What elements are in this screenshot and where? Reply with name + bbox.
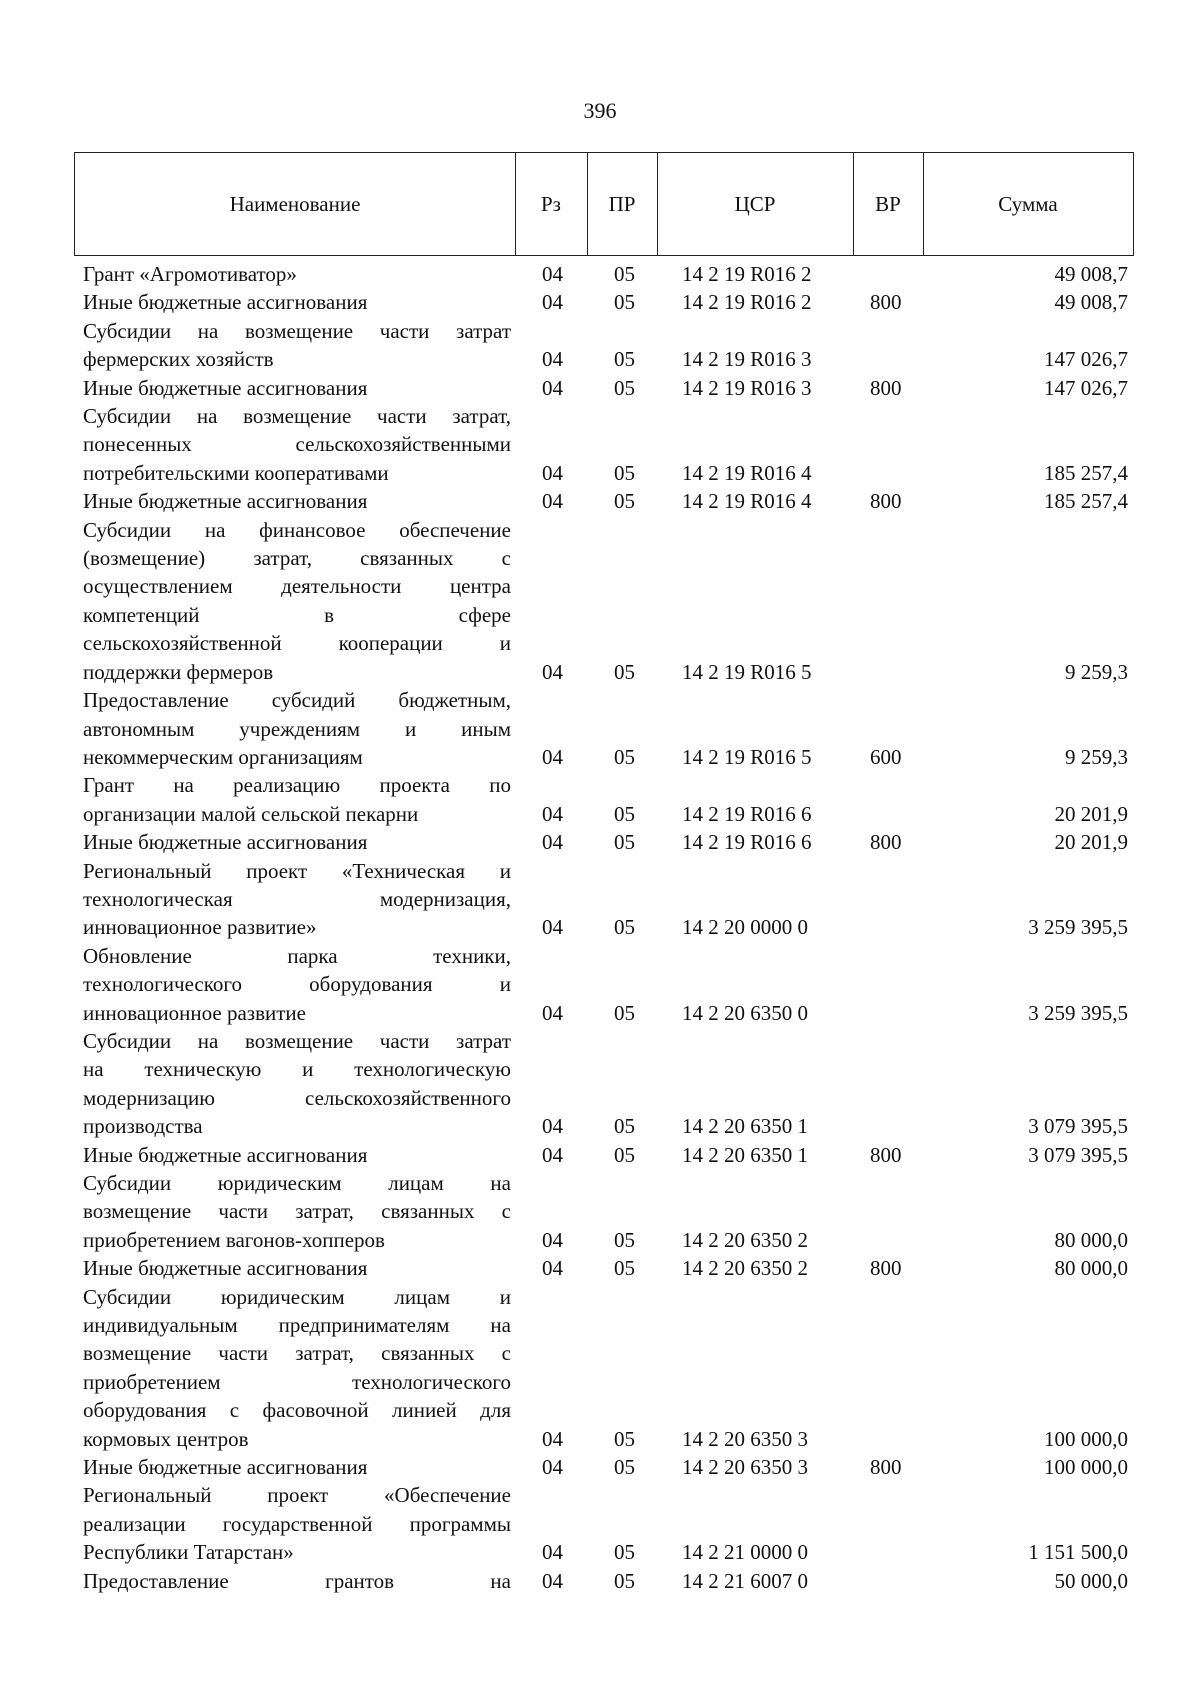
row-name-line: реализации государственной программы [83, 1511, 511, 1536]
row-pr: 05 [614, 1256, 635, 1281]
row-rz: 04 [542, 1540, 563, 1565]
row-sum: 3 079 395,5 [1028, 1142, 1128, 1167]
row-sum: 80 000,0 [1054, 1256, 1128, 1281]
row-name [83, 942, 511, 1027]
row-csr: 14 2 19 R016 4 [682, 489, 812, 514]
table-row [0, 1481, 1200, 1566]
row-name [83, 288, 511, 316]
header-csr: ЦСР [734, 191, 776, 216]
row-sum: 1 151 500,0 [1028, 1540, 1128, 1565]
row-name-line: организации малой сельской пекарни [83, 801, 419, 826]
table-row [0, 1453, 1200, 1481]
row-name [83, 1567, 511, 1595]
row-sum: 9 259,3 [1065, 659, 1128, 684]
row-name [83, 771, 511, 828]
row-name-line: Иные бюджетные ассигнования [83, 1256, 368, 1281]
row-csr: 14 2 20 6350 3 [682, 1455, 808, 1480]
row-rz: 04 [542, 1455, 563, 1480]
row-csr: 14 2 20 6350 1 [682, 1114, 808, 1139]
row-name-line: Иные бюджетные ассигнования [83, 1455, 368, 1480]
row-name-line: Иные бюджетные ассигнования [83, 1142, 368, 1167]
row-name-line: Предоставление грантов на [83, 1568, 511, 1593]
row-pr: 05 [614, 1455, 635, 1480]
row-pr: 05 [614, 1000, 635, 1025]
row-pr: 05 [614, 1540, 635, 1565]
row-name-line: инновационное развитие [83, 1000, 306, 1025]
row-name-line: Иные бюджетные ассигнования [83, 489, 368, 514]
row-name-line: потребительскими кооперативами [83, 460, 389, 485]
row-name-line: Субсидии юридическим лицам на [83, 1171, 511, 1195]
row-name-line: Иные бюджетные ассигнования [83, 830, 368, 855]
table-body [0, 260, 1200, 1595]
row-sum: 3 079 395,5 [1028, 1114, 1128, 1139]
row-csr: 14 2 20 6350 0 [682, 1000, 808, 1025]
row-name-line: Иные бюджетные ассигнования [83, 375, 368, 400]
row-name-line: оборудования с фасовочной линией для [83, 1398, 511, 1423]
row-name [83, 374, 511, 402]
row-vr: 800 [870, 1142, 902, 1167]
row-pr: 05 [614, 290, 635, 315]
row-name-line: инновационное развитие» [83, 915, 317, 940]
row-csr: 14 2 20 6350 2 [682, 1256, 808, 1281]
row-rz: 04 [542, 744, 563, 769]
row-name-line: возмещение части затрат, связанных с [83, 1341, 511, 1366]
row-sum: 3 259 395,5 [1028, 915, 1128, 940]
row-sum: 185 257,4 [1044, 460, 1128, 485]
row-csr: 14 2 19 R016 6 [682, 830, 812, 855]
row-vr: 800 [870, 489, 902, 514]
row-name [83, 317, 511, 374]
row-name [83, 1027, 511, 1141]
row-sum: 147 026,7 [1044, 375, 1128, 400]
row-pr: 05 [614, 375, 635, 400]
row-csr: 14 2 21 6007 0 [682, 1568, 808, 1593]
row-pr: 05 [614, 347, 635, 372]
row-name [83, 1254, 511, 1282]
table-row [0, 374, 1200, 402]
row-name [83, 686, 511, 771]
header-pr: ПР [608, 191, 636, 216]
row-name-line: Региональный проект «Обеспечение [83, 1483, 511, 1508]
row-rz: 04 [542, 1426, 563, 1451]
table-row [0, 1254, 1200, 1282]
table-row [0, 487, 1200, 515]
row-csr: 14 2 19 R016 5 [682, 659, 812, 684]
row-sum: 20 201,9 [1054, 801, 1128, 826]
row-name-line: компетенций в сфере [83, 602, 511, 627]
row-name [83, 1481, 511, 1566]
row-name-line: Региональный проект «Техническая и [83, 858, 511, 883]
row-name-line: (возмещение) затрат, связанных с [83, 546, 511, 571]
row-name-line: кормовых центров [83, 1426, 249, 1451]
row-sum: 20 201,9 [1054, 830, 1128, 855]
row-pr: 05 [614, 915, 635, 940]
row-name-line: модернизацию сельскохозяйственного [83, 1085, 511, 1110]
row-sum: 3 259 395,5 [1028, 1000, 1128, 1025]
row-name-line: поддержки фермеров [83, 659, 274, 684]
table-header [74, 152, 1134, 256]
row-name [83, 828, 511, 856]
row-sum: 49 008,7 [1054, 262, 1128, 286]
row-vr: 600 [870, 744, 902, 769]
row-name-line: производства [83, 1114, 203, 1139]
row-name-line: Субсидии юридическим лицам и [83, 1284, 511, 1309]
row-name-line: Субсидии на возмещение части затрат, [83, 404, 511, 429]
row-pr: 05 [614, 744, 635, 769]
table-row [0, 857, 1200, 942]
row-pr: 05 [614, 460, 635, 485]
table-row [0, 1141, 1200, 1169]
row-name [83, 857, 511, 942]
row-rz: 04 [542, 915, 563, 940]
row-rz: 04 [542, 801, 563, 826]
header-name: Наименование [229, 191, 361, 216]
table-row [0, 516, 1200, 686]
header-vr: ВР [875, 191, 901, 216]
row-name-line: некоммерческим организациям [83, 744, 363, 769]
row-sum: 50 000,0 [1054, 1568, 1128, 1593]
row-csr: 14 2 19 R016 3 [682, 347, 812, 372]
row-name-line: фермерских хозяйств [83, 347, 274, 372]
row-rz: 04 [542, 1142, 563, 1167]
table-row [0, 1027, 1200, 1141]
row-name [83, 1453, 511, 1481]
row-csr: 14 2 19 R016 3 [682, 375, 812, 400]
row-name-line: Грант на реализацию проекта по [83, 773, 511, 798]
row-pr: 05 [614, 1227, 635, 1252]
row-pr: 05 [614, 1426, 635, 1451]
row-pr: 05 [614, 1114, 635, 1139]
row-name-line: технологического оборудования и [83, 972, 511, 997]
row-rz: 04 [542, 262, 563, 286]
row-sum: 80 000,0 [1054, 1227, 1128, 1252]
row-pr: 05 [614, 1142, 635, 1167]
table-row [0, 288, 1200, 316]
row-rz: 04 [542, 1000, 563, 1025]
table-row [0, 1567, 1200, 1595]
row-vr: 800 [870, 1455, 902, 1480]
row-sum: 185 257,4 [1044, 489, 1128, 514]
row-name [83, 516, 511, 686]
row-csr: 14 2 19 R016 4 [682, 460, 812, 485]
header-rz: Рз [541, 191, 561, 216]
row-rz: 04 [542, 659, 563, 684]
row-name [83, 487, 511, 515]
table-row [0, 1283, 1200, 1453]
row-name-line: Грант «Агромотиватор» [83, 262, 297, 286]
row-name-line: технологическая модернизация, [83, 886, 511, 911]
row-csr: 14 2 20 0000 0 [682, 915, 808, 940]
row-sum: 49 008,7 [1054, 290, 1128, 315]
row-name-line: понесенных сельскохозяйственными [83, 432, 511, 457]
row-rz: 04 [542, 1114, 563, 1139]
row-rz: 04 [542, 1568, 563, 1593]
table-row [0, 771, 1200, 828]
page-number: 396 [583, 98, 617, 123]
row-name-line: Субсидии на финансовое обеспечение [83, 517, 511, 542]
row-name-line: Обновление парка техники, [83, 943, 511, 968]
row-vr: 800 [870, 830, 902, 855]
row-sum: 100 000,0 [1044, 1426, 1128, 1451]
row-sum: 9 259,3 [1065, 744, 1128, 769]
row-pr: 05 [614, 659, 635, 684]
row-name-line: автономным учреждениям и иным [83, 716, 511, 741]
row-csr: 14 2 19 R016 5 [682, 744, 812, 769]
row-vr: 800 [870, 1256, 902, 1281]
row-pr: 05 [614, 489, 635, 514]
row-csr: 14 2 20 6350 2 [682, 1227, 808, 1252]
row-name-line: возмещение части затрат, связанных с [83, 1199, 511, 1224]
row-vr: 800 [870, 290, 902, 315]
row-csr: 14 2 20 6350 3 [682, 1426, 808, 1451]
row-csr: 14 2 19 R016 2 [682, 290, 812, 315]
row-rz: 04 [542, 830, 563, 855]
row-rz: 04 [542, 1256, 563, 1281]
row-rz: 04 [542, 489, 563, 514]
row-name-line: Предоставление субсидий бюджетным, [83, 688, 511, 713]
row-name-line: Республики Татарстан» [83, 1540, 294, 1565]
row-rz: 04 [542, 1227, 563, 1252]
row-name-line: на техническую и технологическую [83, 1057, 511, 1082]
table-row [0, 686, 1200, 771]
table-row [0, 402, 1200, 487]
row-name-line: Субсидии на возмещение части затрат [83, 1028, 511, 1053]
row-vr: 800 [870, 375, 902, 400]
table-row [0, 828, 1200, 856]
row-pr: 05 [614, 1568, 635, 1593]
row-csr: 14 2 19 R016 2 [682, 262, 812, 286]
header-sum: Сумма [998, 191, 1058, 216]
row-name [83, 1169, 511, 1254]
row-name-line: осуществлением деятельности центра [83, 574, 511, 599]
row-pr: 05 [614, 801, 635, 826]
row-sum: 100 000,0 [1044, 1455, 1128, 1480]
row-name-line: приобретением вагонов-хопперов [83, 1227, 385, 1252]
row-rz: 04 [542, 290, 563, 315]
row-sum: 147 026,7 [1044, 347, 1128, 372]
row-pr: 05 [614, 262, 635, 286]
row-rz: 04 [542, 460, 563, 485]
row-name-line: Субсидии на возмещение части затрат [83, 318, 511, 343]
row-name-line: сельскохозяйственной кооперации и [83, 631, 511, 656]
row-name-line: приобретением технологического [83, 1369, 511, 1394]
row-csr: 14 2 20 6350 1 [682, 1142, 808, 1167]
row-rz: 04 [542, 375, 563, 400]
row-pr: 05 [614, 830, 635, 855]
table-row [0, 1169, 1200, 1254]
row-name [83, 260, 511, 288]
row-name [83, 1283, 511, 1453]
row-name [83, 402, 511, 487]
table-row [0, 942, 1200, 1027]
row-name [83, 1141, 511, 1169]
table-row [0, 317, 1200, 374]
row-csr: 14 2 21 0000 0 [682, 1540, 808, 1565]
table-row [0, 260, 1200, 288]
row-rz: 04 [542, 347, 563, 372]
row-csr: 14 2 19 R016 6 [682, 801, 812, 826]
row-name-line: индивидуальным предпринимателям на [83, 1313, 511, 1338]
row-name-line: Иные бюджетные ассигнования [83, 290, 368, 315]
